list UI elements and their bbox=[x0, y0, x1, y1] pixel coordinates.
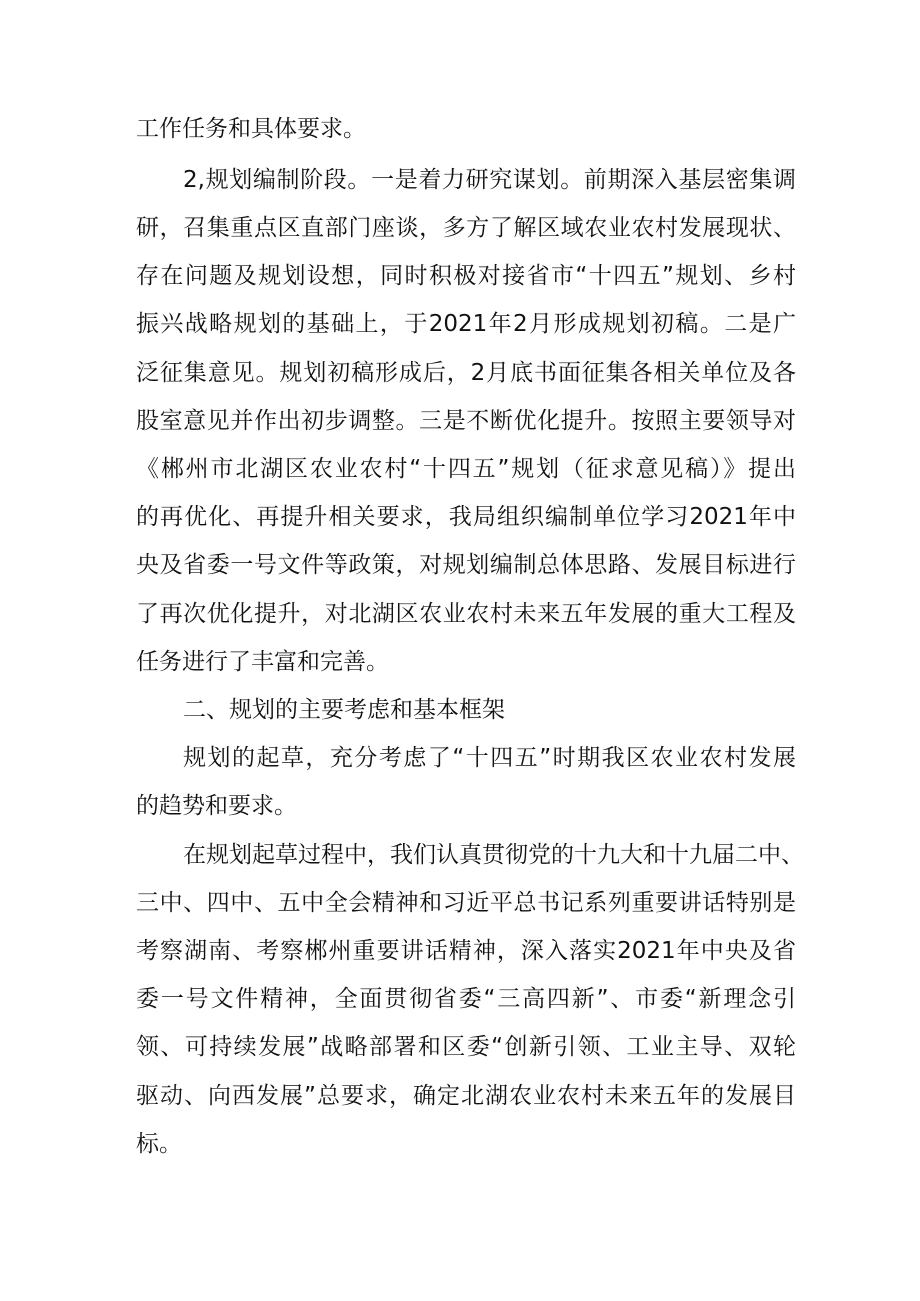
paragraph-line: 的趋势和要求。 bbox=[136, 793, 297, 819]
paragraph-line: 了再次优化提升，对北湖区农业农村未来五年发展的重大工程及 bbox=[136, 601, 796, 627]
paragraph-line: 《郴州市北湖区农业农村“十四五”规划（征求意见稿）》提出 bbox=[136, 456, 796, 482]
paragraph-line: 驱动、向西发展”总要求，确定北湖农业农村未来五年的发展目 bbox=[136, 1083, 796, 1109]
paragraph-line: 任务进行了丰富和完善。 bbox=[136, 649, 389, 675]
paragraph-line: 股室意见并作出初步调整。三是不断优化提升。按照主要领导对 bbox=[136, 408, 796, 434]
paragraph-line: 研，召集重点区直部门座谈，多方了解区域农业农村发展现状、 bbox=[136, 215, 796, 241]
paragraph-line: 振兴战略规划的基础上，于2021年2月形成规划初稿。二是广 bbox=[136, 311, 796, 337]
paragraph-line: 考察湖南、考察郴州重要讲话精神，深入落实2021年中央及省 bbox=[136, 938, 796, 964]
section-heading: 二、规划的主要考虑和基本框架 bbox=[183, 697, 505, 723]
paragraph-line: 在规划起草过程中，我们认真贯彻党的十九大和十九届二中、 bbox=[183, 842, 804, 868]
paragraph-line: 委一号文件精神，全面贯彻省委“三高四新”、市委“新理念引 bbox=[136, 986, 796, 1012]
paragraph-line: 工作任务和具体要求。 bbox=[136, 116, 366, 142]
paragraph-line: 泛征集意见。规划初稿形成后，2月底书面征集各相关单位及各 bbox=[136, 360, 796, 386]
paragraph-line: 规划的起草，充分考虑了“十四五”时期我区农业农村发展 bbox=[183, 745, 796, 771]
paragraph-line: 三中、四中、五中全会精神和习近平总书记系列重要讲话特别是 bbox=[136, 890, 796, 916]
paragraph-line: 标。 bbox=[136, 1131, 182, 1157]
paragraph-line: 2,规划编制阶段。一是着力研究谋划。前期深入基层密集调 bbox=[183, 167, 796, 193]
paragraph-line: 领、可持续发展”战略部署和区委“创新引领、工业主导、双轮 bbox=[136, 1034, 796, 1060]
paragraph-line: 央及省委一号文件等政策，对规划编制总体思路、发展目标进行 bbox=[136, 552, 796, 578]
paragraph-line: 的再优化、再提升相关要求，我局组织编制单位学习2021年中 bbox=[136, 504, 796, 530]
paragraph-line: 存在问题及规划设想，同时积极对接省市“十四五”规划、乡村 bbox=[136, 263, 796, 289]
